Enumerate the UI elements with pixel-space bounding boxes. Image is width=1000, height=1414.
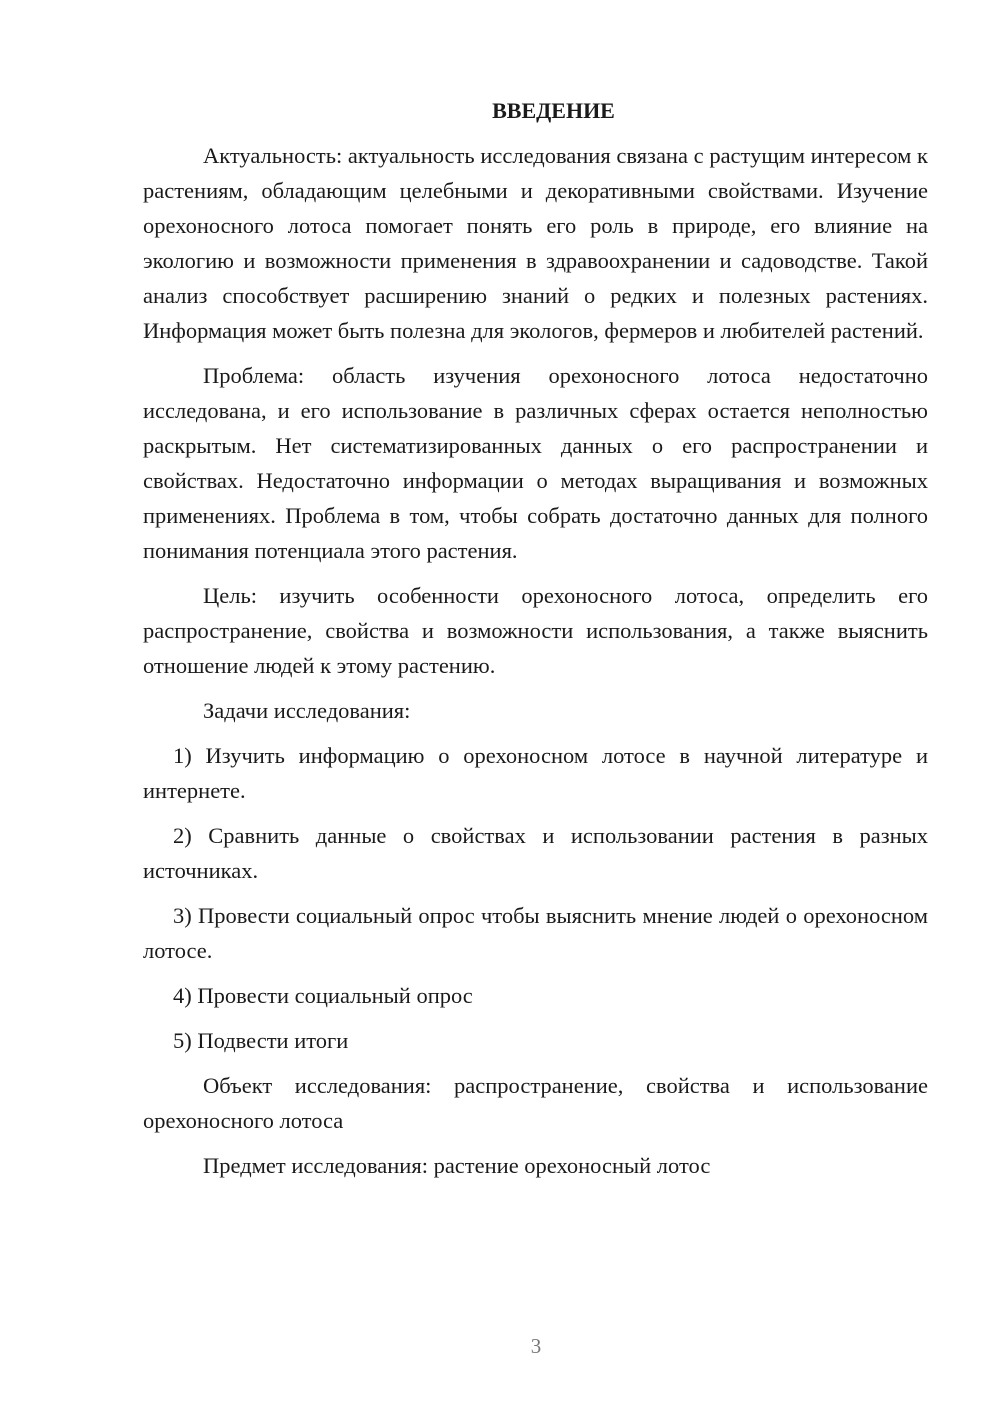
page-content <box>143 93 928 1193</box>
task-item-4: 4) Провести социальный опрос <box>173 983 473 1008</box>
task-item-1: 1) Изучить информацию о орехоносном лотосе в научной литературе и интернете. <box>143 743 928 803</box>
task-item-3: 3) Провести социальный опрос чтобы выяснить мнение людей о орехоносном лотосе. <box>143 903 928 963</box>
goal-paragraph: Цель: изучить особенности орехоносного лотоса, определить его распространение, свойства и возможности использования, а также выяснить отношение людей к этому растению. <box>143 583 928 678</box>
task-item-5: 5) Подвести итоги <box>173 1028 349 1053</box>
task-item-2: 2) Сравнить данные о свойствах и использовании растения в разных источниках. <box>143 823 928 883</box>
relevance-paragraph: Актуальность: актуальность исследования связана с растущим интересом к растениям, обладающим целебными и декоративными свойствами. Изучение орехоносного лотоса помогает понять его роль в природе, его влияние на экологию и возможности применения в здравоохранении и садоводстве. Такой анализ способствует расширению знаний о редких и полезных растениях. Информация может быть полезна для экологов, фермеров и любителей растений. <box>143 143 928 343</box>
object-paragraph: Объект исследования: распространение, свойства и использование орехоносного лотоса <box>143 1073 928 1133</box>
section-heading: ВВЕДЕНИЕ <box>492 98 615 123</box>
page-number: 3 <box>530 1334 542 1358</box>
problem-paragraph: Проблема: область изучения орехоносного лотоса недостаточно исследована, и его использование в различных сферах остается неполностью раскрытым. Нет систематизированных данных о его распространении и свойствах. Недостаточно информации о методах выращивания и возможных применениях. Проблема в том, чтобы собрать достаточно данных для полного понимания потенциала этого растения. <box>143 363 928 563</box>
subject-paragraph: Предмет исследования: растение орехоносный лотос <box>203 1153 711 1178</box>
tasks-title: Задачи исследования: <box>203 698 411 723</box>
